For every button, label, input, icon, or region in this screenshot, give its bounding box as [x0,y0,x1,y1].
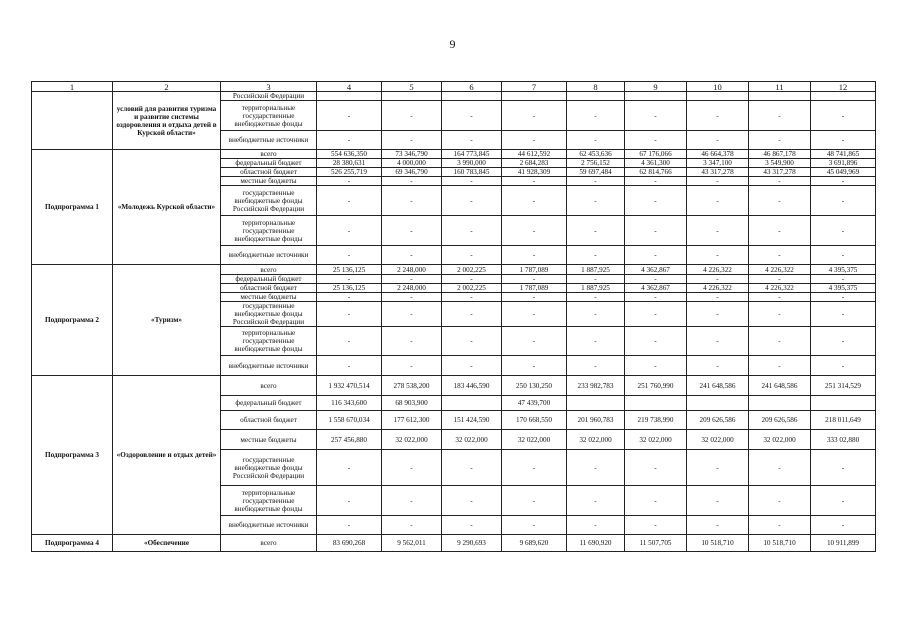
amount-cell: 3 549,900 [749,159,811,168]
amount-cell: - [442,486,502,516]
amount-cell: - [811,101,876,131]
amount-cell: - [382,302,442,327]
amount-cell: 116 343,600 [317,396,382,411]
amount-cell [442,396,502,411]
amount-cell [687,92,749,101]
amount-cell: - [317,327,382,356]
subprogram-number: Подпрограмма 3 [32,376,113,535]
funding-source: всего [221,265,317,275]
funding-source: местные бюджеты [221,177,317,186]
amount-cell: 3 691,896 [811,159,876,168]
amount-cell: - [382,516,442,535]
amount-cell: - [625,450,687,486]
funding-source: областной бюджет [221,168,317,177]
amount-cell: - [382,131,442,150]
subprogram-name: «Молодежь Курской области» [113,150,221,265]
funding-source: внебюджетные источники [221,356,317,376]
column-header: 12 [811,82,876,92]
amount-cell: 47 439,700 [502,396,567,411]
amount-cell: 10 911,899 [811,535,876,552]
amount-cell: 10 518,710 [749,535,811,552]
amount-cell: - [442,101,502,131]
amount-cell: - [567,101,625,131]
amount-cell: - [502,275,567,284]
amount-cell: - [317,450,382,486]
subprogram-number: Подпрограмма 2 [32,265,113,376]
amount-cell [567,92,625,101]
amount-cell: 32 022,000 [687,430,749,450]
amount-cell: - [567,186,625,216]
table-row [32,535,876,552]
table-body [32,82,876,552]
amount-cell: - [382,101,442,131]
column-header: 7 [502,82,567,92]
amount-cell: - [317,186,382,216]
amount-cell: - [687,275,749,284]
funding-source: Российской Федерации [221,92,317,101]
column-header: 1 [32,82,113,92]
amount-cell: - [749,302,811,327]
amount-cell: - [502,101,567,131]
amount-cell: 11 690,920 [567,535,625,552]
amount-cell: 241 648,586 [749,376,811,396]
amount-cell: 233 982,783 [567,376,625,396]
amount-cell: - [502,302,567,327]
amount-cell: 526 255,719 [317,168,382,177]
amount-cell [567,396,625,411]
amount-cell: - [749,246,811,265]
amount-cell: - [317,131,382,150]
amount-cell [382,92,442,101]
amount-cell: 67 176,066 [625,150,687,159]
amount-cell: 4 395,375 [811,265,876,275]
amount-cell: - [567,246,625,265]
amount-cell: - [625,327,687,356]
amount-cell: 43 317,278 [749,168,811,177]
amount-cell: - [502,293,567,302]
subprogram-number [32,92,113,150]
amount-cell: - [811,186,876,216]
amount-cell: - [625,486,687,516]
amount-cell: - [382,327,442,356]
amount-cell [749,92,811,101]
amount-cell: 4 226,322 [749,265,811,275]
amount-cell: - [687,293,749,302]
amount-cell: 2 248,000 [382,265,442,275]
amount-cell: 25 136,125 [317,265,382,275]
amount-cell: 9 562,011 [382,535,442,552]
amount-cell: - [442,450,502,486]
amount-cell: - [567,177,625,186]
amount-cell: - [687,246,749,265]
subprogram-number: Подпрограмма 4 [32,535,113,552]
amount-cell: - [317,246,382,265]
amount-cell: - [749,177,811,186]
funding-source: всего [221,376,317,396]
amount-cell: - [811,293,876,302]
amount-cell: 209 626,586 [749,411,811,430]
amount-cell [502,92,567,101]
amount-cell: - [749,293,811,302]
amount-cell: 41 928,309 [502,168,567,177]
amount-cell [811,92,876,101]
amount-cell: 209 626,586 [687,411,749,430]
amount-cell: 3 347,100 [687,159,749,168]
amount-cell: 11 507,705 [625,535,687,552]
amount-cell: - [317,101,382,131]
funding-source: территориальные государственные внебюджетные фонды [221,216,317,246]
amount-cell [749,396,811,411]
amount-cell: - [502,327,567,356]
table-row [32,376,876,396]
funding-source: государственные внебюджетные фонды Российской Федерации [221,186,317,216]
amount-cell: 69 346,790 [382,168,442,177]
amount-cell: - [567,327,625,356]
amount-cell: - [567,131,625,150]
funding-source: территориальные государственные внебюджетные фонды [221,327,317,356]
amount-cell: - [625,216,687,246]
amount-cell: - [811,131,876,150]
amount-cell: 1 787,089 [502,265,567,275]
column-header: 3 [221,82,317,92]
amount-cell: 46 664,378 [687,150,749,159]
amount-cell: - [567,356,625,376]
amount-cell: - [317,177,382,186]
column-header: 5 [382,82,442,92]
column-header: 4 [317,82,382,92]
amount-cell: - [567,516,625,535]
header-row [32,82,876,92]
amount-cell: - [625,275,687,284]
table-row [32,92,876,101]
amount-cell: - [749,275,811,284]
amount-cell: 554 636,350 [317,150,382,159]
amount-cell: 45 049,969 [811,168,876,177]
amount-cell: 241 648,586 [687,376,749,396]
amount-cell: 32 022,000 [502,430,567,450]
amount-cell: - [382,356,442,376]
amount-cell: 183 446,590 [442,376,502,396]
table-row [32,150,876,159]
amount-cell: 62 453,636 [567,150,625,159]
amount-cell: 278 538,200 [382,376,442,396]
funding-source: государственные внебюджетные фонды Российской Федерации [221,450,317,486]
column-header: 9 [625,82,687,92]
amount-cell: 201 960,783 [567,411,625,430]
amount-cell: - [442,246,502,265]
amount-cell: 333 02,880 [811,430,876,450]
amount-cell: 1 787,089 [502,284,567,293]
funding-source: местные бюджеты [221,430,317,450]
amount-cell: 4 226,322 [749,284,811,293]
funding-source: областной бюджет [221,411,317,430]
amount-cell: 10 518,710 [687,535,749,552]
amount-cell: 32 022,000 [382,430,442,450]
amount-cell: 46 867,178 [749,150,811,159]
amount-cell: 177 612,300 [382,411,442,430]
amount-cell: - [625,516,687,535]
amount-cell: - [687,131,749,150]
page-number: 9 [449,37,456,51]
amount-cell: 257 456,880 [317,430,382,450]
amount-cell: - [442,302,502,327]
amount-cell: - [317,356,382,376]
amount-cell: - [317,275,382,284]
amount-cell: - [811,216,876,246]
amount-cell: - [502,486,567,516]
funding-source: всего [221,535,317,552]
amount-cell: - [687,486,749,516]
amount-cell: 1 558 670,034 [317,411,382,430]
funding-source: федеральный бюджет [221,159,317,168]
amount-cell: - [382,186,442,216]
amount-cell: - [687,327,749,356]
amount-cell [687,396,749,411]
subprogram-name: «Обеспечение [113,535,221,552]
amount-cell: - [442,293,502,302]
amount-cell: 170 668,550 [502,411,567,430]
amount-cell [442,92,502,101]
amount-cell: - [811,356,876,376]
amount-cell: 44 612,592 [502,150,567,159]
amount-cell: 1 887,925 [567,284,625,293]
amount-cell: - [442,356,502,376]
amount-cell: - [442,177,502,186]
column-header: 6 [442,82,502,92]
amount-cell: - [382,177,442,186]
column-header: 10 [687,82,749,92]
amount-cell: - [502,131,567,150]
amount-cell: 1 932 470,514 [317,376,382,396]
amount-cell: 250 130,250 [502,376,567,396]
amount-cell: 251 314,529 [811,376,876,396]
amount-cell: 4 395,375 [811,284,876,293]
amount-cell: 4 361,300 [625,159,687,168]
amount-cell [317,92,382,101]
amount-cell: - [687,302,749,327]
amount-cell: - [687,516,749,535]
amount-cell: - [382,293,442,302]
column-header: 11 [749,82,811,92]
amount-cell: - [811,486,876,516]
amount-cell: 219 738,990 [625,411,687,430]
amount-cell: - [749,186,811,216]
funding-source: внебюджетные источники [221,516,317,535]
amount-cell: - [567,450,625,486]
amount-cell: - [442,216,502,246]
amount-cell: - [382,246,442,265]
amount-cell: 4 226,322 [687,265,749,275]
amount-cell: - [687,177,749,186]
amount-cell: 43 317,278 [687,168,749,177]
budget-table [31,81,876,552]
amount-cell: - [502,177,567,186]
subprogram-name: «Туризм» [113,265,221,376]
amount-cell: - [625,302,687,327]
amount-cell: - [749,101,811,131]
amount-cell: 4 362,867 [625,284,687,293]
amount-cell: - [811,177,876,186]
amount-cell: - [749,356,811,376]
funding-source: местные бюджеты [221,293,317,302]
funding-source: территориальные государственные внебюджетные фонды [221,486,317,516]
amount-cell: - [502,450,567,486]
amount-cell: 218 011,649 [811,411,876,430]
amount-cell: 2 684,283 [502,159,567,168]
amount-cell: - [382,216,442,246]
amount-cell: 2 756,152 [567,159,625,168]
amount-cell: 25 136,125 [317,284,382,293]
amount-cell: - [442,186,502,216]
amount-cell: - [749,131,811,150]
amount-cell: - [625,131,687,150]
amount-cell: 4 000,000 [382,159,442,168]
amount-cell: 1 887,925 [567,265,625,275]
amount-cell: - [317,216,382,246]
amount-cell: 62 814,766 [625,168,687,177]
amount-cell: 4 362,867 [625,265,687,275]
amount-cell: - [567,216,625,246]
funding-source: всего [221,150,317,159]
funding-source: федеральный бюджет [221,396,317,411]
amount-cell: - [567,302,625,327]
amount-cell: - [749,327,811,356]
amount-cell: 28 380,631 [317,159,382,168]
amount-cell: - [382,275,442,284]
amount-cell: 68 903,900 [382,396,442,411]
amount-cell: 2 002,225 [442,284,502,293]
amount-cell: 3 990,000 [442,159,502,168]
amount-cell: 48 741,865 [811,150,876,159]
amount-cell: - [749,516,811,535]
amount-cell: - [625,101,687,131]
amount-cell [625,92,687,101]
amount-cell [625,396,687,411]
amount-cell: - [317,302,382,327]
amount-cell: 9 689,620 [502,535,567,552]
amount-cell: - [687,450,749,486]
amount-cell: - [625,356,687,376]
amount-cell: 160 783,845 [442,168,502,177]
amount-cell: - [382,450,442,486]
amount-cell: 4 226,322 [687,284,749,293]
amount-cell: 2 248,000 [382,284,442,293]
subprogram-number: Подпрограмма 1 [32,150,113,265]
funding-source: федеральный бюджет [221,275,317,284]
amount-cell: - [567,275,625,284]
amount-cell: - [502,356,567,376]
amount-cell: 9 290,693 [442,535,502,552]
amount-cell: 32 022,000 [749,430,811,450]
amount-cell: 151 424,590 [442,411,502,430]
amount-cell: - [749,486,811,516]
amount-cell: 59 697,484 [567,168,625,177]
amount-cell: - [811,327,876,356]
amount-cell: - [502,246,567,265]
amount-cell: - [687,186,749,216]
subprogram-name: условий для развития туризма и развитие системы оздоровления и отдыха детей в Курской области» [113,92,221,150]
amount-cell [811,396,876,411]
amount-cell: 32 022,000 [567,430,625,450]
amount-cell: - [382,486,442,516]
amount-cell: - [625,246,687,265]
subprogram-name: «Оздоровление и отдых детей» [113,376,221,535]
amount-cell: - [811,516,876,535]
amount-cell: - [442,516,502,535]
amount-cell: - [567,293,625,302]
amount-cell: - [502,216,567,246]
funding-source: внебюджетные источники [221,246,317,265]
amount-cell: - [625,293,687,302]
amount-cell: - [625,177,687,186]
amount-cell: - [502,516,567,535]
amount-cell: - [687,216,749,246]
amount-cell: - [567,486,625,516]
table-row [32,265,876,275]
amount-cell: - [502,186,567,216]
amount-cell: 251 760,990 [625,376,687,396]
amount-cell: 164 773,845 [442,150,502,159]
amount-cell: - [317,516,382,535]
amount-cell: - [811,450,876,486]
amount-cell: 32 022,000 [625,430,687,450]
funding-source: территориальные государственные внебюджетные фонды [221,101,317,131]
funding-source: государственные внебюджетные фонды Российской Федерации [221,302,317,327]
amount-cell: - [625,186,687,216]
funding-source: внебюджетные источники [221,131,317,150]
column-header: 8 [567,82,625,92]
funding-source: областной бюджет [221,284,317,293]
amount-cell: - [317,486,382,516]
amount-cell: - [442,275,502,284]
amount-cell: - [687,356,749,376]
column-header: 2 [113,82,221,92]
amount-cell: - [442,131,502,150]
amount-cell: - [317,293,382,302]
amount-cell: 83 690,268 [317,535,382,552]
amount-cell: - [687,101,749,131]
amount-cell: - [811,275,876,284]
amount-cell: - [811,302,876,327]
amount-cell: - [749,450,811,486]
amount-cell: - [811,246,876,265]
amount-cell: - [749,216,811,246]
amount-cell: 73 346,790 [382,150,442,159]
amount-cell: 32 022,000 [442,430,502,450]
amount-cell: - [442,327,502,356]
amount-cell: 2 002,225 [442,265,502,275]
